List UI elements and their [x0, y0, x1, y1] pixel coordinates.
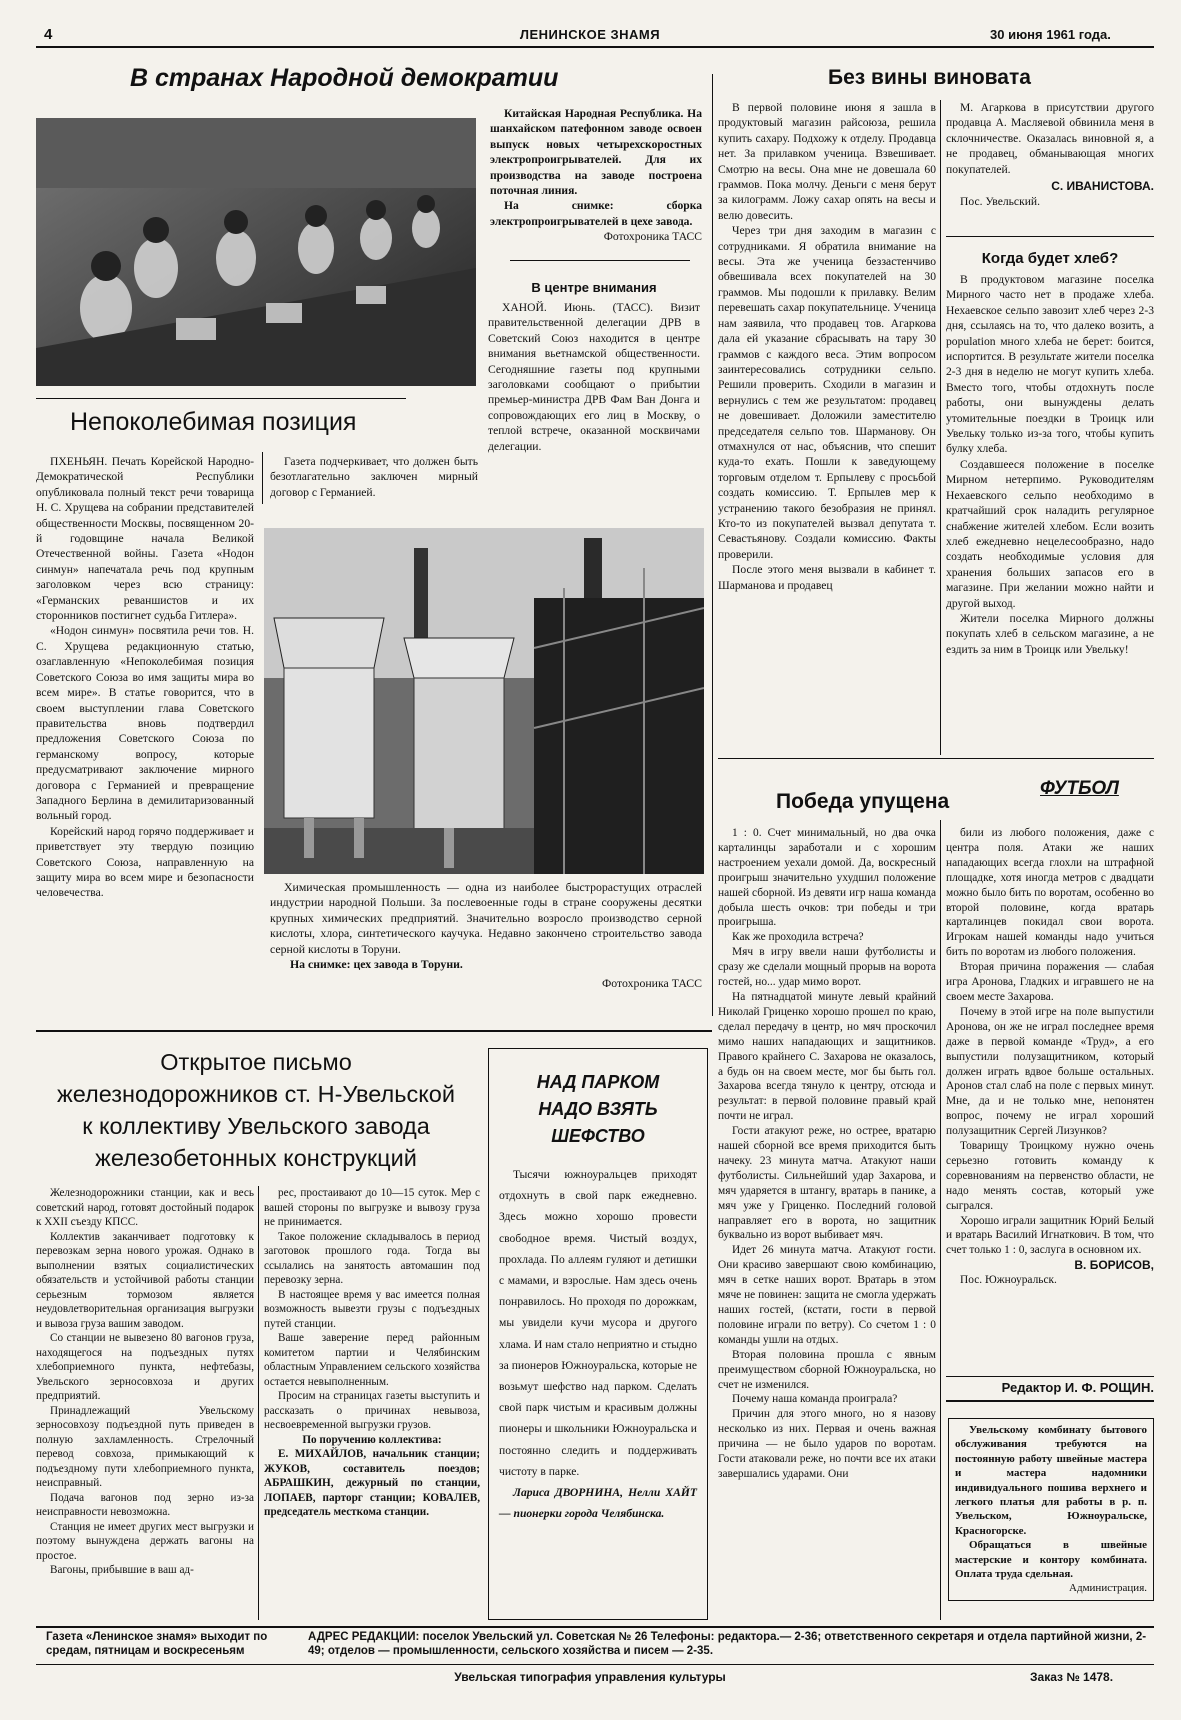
football-rubric: ФУТБОЛ	[1040, 778, 1119, 799]
guilty-signature: С. ИВАНИСТОВА.	[1051, 179, 1154, 194]
bread-para: Создавшееся положение в поселке Мирном нетерпимо. Руководителям Нехаевского сельпо необходимо в кратчайший срок наладить регулярное снабжение жителей хлебом. Если возить хлеб ежедневно нецелесообразно, надо создать необходимые условия для хранения больших запасов его в магазине. При желании можно найти и другой выход.	[946, 457, 1154, 610]
letter-para: Вагоны, прибывшие в ваш ад-	[50, 1564, 194, 1576]
separator	[946, 236, 1154, 237]
football-para: Хорошо играли защитник Юрий Белый и вратарь Василий Игнаткович. В том, что счет только 1 : 0, заслуга в основном их.	[946, 1214, 1154, 1257]
china-text: Китайская Народная Республика. На шанхайском патефонном заводе освоен выпуск новых четырехскоростных электропроигрывателей. Для их производства на заводе построена поточная линия.	[490, 107, 702, 198]
park-title-line: НАД ПАРКОМ	[536, 1072, 660, 1092]
bread-para: Жители поселка Мирного должны покупать хлеб в сельском магазине, а не ездить за ним в Троицк или Увельку!	[946, 611, 1154, 656]
letter-para: В настоящее время у вас имеется полная возможность вывезти грузы с подъездных путей станции.	[264, 1288, 480, 1330]
section-title: В странах Народной демократии	[130, 64, 559, 92]
position-para: «Нодон синмун» посвятила речи тов. Н. С. Хрущева редакционную статью, озаглавленную «Непоколебимая позиция Советского Союза во имя защиты мира во всем мире». В статье говорится, что в своем выступлении глава Советского правительства вновь подтвердил предложения Советского Союза по германскому вопросу, которые предусматривают заключение мирного договора с Германией и превращение Западного Берлина в демилитаризованный вольный город.	[36, 624, 254, 823]
football-para: Почему в этой игре на поле выпустили Аронова, он же не играл последнее время даже в первой команде «Труд», а его выпустили полузащитником, который должен играть вдвое больше остальных. Аронов стал слаб на поле с первых минут. Мне, да и не только мне, непонятен вопрос, почему не играл хороший полузащитник Сергей Лизунков?	[946, 1005, 1154, 1138]
football-para: Мяч в игру ввели наши футболисты и сразу же сделали мощный прорыв на ворота гостей, но... удар мимо ворот.	[718, 946, 936, 989]
bread-title: Когда будет хлеб?	[981, 250, 1119, 267]
football-place: Пос. Южноуральск.	[960, 1274, 1057, 1287]
park-para: Тысячи южноуральцев приходят отдохнуть в свой парк ежедневно. Здесь можно хорошо провести свободное время. Чистый воздух, прохлада. По аллеям гуляют и детишки с мамами, и взрослые. Нам здесь очень понравилось. Но проходя по дорожкам, мы увидели кучи мусора и другого хлама. И нам стало неприятно и стыдно за пионеров Южноуральска, которые не возьмут шефство над парком. Сделать свой парк чистым и красивым должны пионеры и школьники Южноуральска и постоянно следить и поддерживать чистоту в парке.	[499, 1168, 697, 1478]
position-col-2	[270, 454, 478, 500]
park-signature: Лариса ДВОРНИНА, Нелли ХАЙТ — пионерки города Челябинска.	[499, 1486, 697, 1521]
guilty-para: Через три дня заходим в магазин с сотрудниками. Я обратила внимание на весы. Эта же ученица беззастенчиво обвешивала всех покупателей на 30 граммов. Мы подошли к прилавку. Велим перевешать сахар покупательнице. Ученица нам заявила, что продавец тов. Агаркова дала ей указание сбрасывать на тару 30 граммов с каждого веса. Этим вопросом заинтересовались сотрудники сельпо. Решили проверить. Сходили в магазин и вернулись с тем же результатом: продавец не довешивает. Доложили заместителю председателя сельпо тов. Шарманову. Он отмахнулся от нас, объяснив, что спешит куда-то ехать. Пошли к заведующему торговым отделом т. Ерпылеву с просьбой создать комиссию. Т. Ерпылев мер к устранению такого безобразия не принял. Кто-то из покупателей вызвал депутата т. Севастьянову. Создали комиссию. Факты проверили.	[718, 224, 936, 561]
separator	[510, 260, 690, 261]
separator	[946, 1400, 1154, 1402]
column-rule	[940, 820, 941, 1620]
football-para: Причин для этого много, но я назову несколько из них. Первая и очень важная причина — не было ударов по воротам. Гости атаковали реже, но почти все их атаки завершались ударами. Они	[718, 1408, 936, 1480]
column-rule	[258, 1186, 259, 1620]
football-para: Вторая причина поражения — слабая игра Аронова, Гладких и игравшего не на своем месте Захарова.	[946, 961, 1154, 1003]
column-rule	[712, 74, 713, 1016]
park-body	[499, 1164, 697, 1524]
position-title: Непоколебимая позиция	[70, 408, 357, 436]
job-ad	[948, 1418, 1154, 1601]
position-para: ПХЕНЬЯН. Печать Корейской Народно-Демократической Республики опубликовала полный текст речи товарища Н. С. Хрущева на собрании представителей общественности Москвы, посвященном 20-й годовщине начала Великой Отечественной войны. Газета «Нодон синмун» напечатала речь под крупным заголовком через всю страницу: «Германских реваншистов и их сторонников постигнет судьба Гитлера».	[36, 455, 254, 623]
column-rule	[940, 100, 941, 755]
letter-title-line: железнодорожников ст. Н-Увельской	[56, 1081, 456, 1107]
letter-signers-label: По поручению коллектива:	[302, 1433, 442, 1446]
park-title	[489, 1069, 707, 1150]
china-photo-caption: На снимке: сборка электропроигрывателей в цехе завода.	[490, 199, 702, 228]
football-col-1	[718, 826, 936, 1482]
letter-title-line: Открытое письмо	[160, 1049, 352, 1075]
letter-para: рес, простаивают до 10—15 суток. Мер с вашей стороны по выгрузке и вывозу груза не принимается.	[264, 1187, 480, 1228]
football-signature: В. БОРИСОВ,	[1074, 1258, 1154, 1273]
chemical-plant-photo	[264, 528, 704, 874]
editor-line: Редактор И. Ф. РОЩИН.	[1001, 1380, 1154, 1395]
football-para: Идет 26 минута матча. Атакуют гости. Они красиво завершают свою комбинацию, мяч в сетке наших ворот. Вратарь в этом мяче не повинен: защита не смогла удержать наших гостей, (кстати, гости в первой половине играли по ветру). Со счетом 1 : 0 команды ушли на отдых.	[718, 1244, 937, 1346]
guilty-place: Пос. Увельский.	[960, 195, 1041, 209]
football-para: Товарищу Троицкому нужно очень серьезно готовить команду к соревнованиям на первенство области, не надо менять состав, который уже сыгрался.	[946, 1140, 1154, 1212]
letter-para: Железнодорожники станции, как и весь советский народ, готовят достойный подарок к XXII съезду КПСС.	[36, 1187, 254, 1228]
park-title-line: НАДО ВЗЯТЬ	[538, 1099, 658, 1119]
letter-col-2	[264, 1186, 480, 1520]
letter-col-1	[36, 1186, 254, 1578]
park-title-line: ШЕФСТВО	[551, 1126, 645, 1146]
letter-title	[36, 1046, 476, 1174]
attention-text: ХАНОЙ. Июнь. (ТАСС). Визит правительственной делегации ДРВ в Советский Союз находится в центре внимания вьетнамской общественности. Сегодняшние газеты под крупными заголовками сообщают о прибытии премьер-министра ДРВ Фам Ван Донга и сопровождающих его лиц в Москву, о теплой встрече, оказанной москвичами делегации.	[488, 301, 700, 453]
footer-schedule: Газета «Ленинское знамя» выходит по средам, пятницам и воскресеньям	[46, 1631, 268, 1657]
separator	[36, 398, 406, 399]
position-para: Корейский народ горячо поддерживает и приветствует эту твердую позицию Советского Союза, направленную на защиту мира во всем мире и безопасности человечества.	[36, 824, 254, 900]
letter-para: Ваше заверение перед районным комитетом партии и Челябинским областным Управлением сельского хозяйства остается невыполненным.	[264, 1332, 480, 1388]
attention-body	[488, 300, 700, 454]
plant-image	[264, 528, 704, 874]
football-para: 1 : 0. Счет минимальный, но два очка карталинцы заработали и с хорошим настроением уехали домой. Да, воскресный проигрыш значительно ухудшил положение нашей сборной. Из девяти игр наша команда добыла шесть очков: три победы и три проигрыша.	[718, 827, 936, 929]
letter-para: Такое положение складывалось в период заготовок прошлого года. Тогда вы ссылались на занятость автомашин под перевозку зерна.	[264, 1230, 480, 1286]
letter-title-line: к коллективу Увельского завода	[82, 1113, 430, 1139]
bread-body	[946, 272, 1154, 657]
newspaper-name: ЛЕНИНСКОЕ ЗНАМЯ	[519, 27, 661, 42]
ad-sign: Администрация.	[1069, 1582, 1147, 1595]
section-rule	[36, 1030, 712, 1032]
china-news	[490, 106, 702, 245]
guilty-title: Без вины виновата	[828, 66, 1031, 89]
chem-credit: Фотохроника ТАСС	[601, 976, 702, 991]
separator	[946, 1376, 1154, 1377]
footer-address: АДРЕС РЕДАКЦИИ: поселок Увельский ул. Советская № 26 Телефоны: редактора.— 2-36; ответственного секретаря и отдела партийной жизни, 2-49; отделов — промышленности, сельского хозяйства и писем — 2-35.	[308, 1631, 1147, 1657]
ad-text: Увельскому комбинату бытового обслуживания требуются на постоянную работу швейные мастера и мастера надомники индивидуального пошива верхнего и легкого платья для работы в р. п. Увельском, Южноуральске, Красногорске.	[955, 1424, 1147, 1537]
page-number: 4	[44, 26, 53, 43]
assembly-line-image	[36, 118, 476, 386]
football-para: Как же проходила встреча?	[732, 931, 864, 944]
guilty-para: М. Агаркова в присутствии другого продавца А. Масляевой обвинила меня в склочничестве. Оказалась виновной я, а не продавец, обманывающая многих покупателей.	[946, 101, 1154, 176]
letter-para: Коллектив заканчивает подготовку к перевозкам зерна нового урожая. Однако в выполнении взятых социалистических обязательств и устойчивой работы станции серьезным тормозом является неудовлетворительная организация выгрузки и вывоза груза вашим заводом.	[36, 1230, 254, 1330]
letter-signers: Е. МИХАЙЛОВ, начальник станции; ЖУКОВ, составитель поездов; АБРАШКИН, дежурный по станции, ЛОПАЕВ, парторг станции; КОВАЛЕВ, председатель месткома станции.	[264, 1448, 480, 1518]
footer-order: Заказ № 1478.	[1030, 1670, 1114, 1684]
position-para: Газета подчеркивает, что должен быть безотлагательно заключен мирный договор с Германией.	[270, 455, 478, 499]
factory-photo-china	[36, 118, 476, 386]
position-col-1	[36, 454, 254, 901]
bread-para: В продуктовом магазине поселка Мирного часто нет в продаже хлеба. Нехаевское сельпо завозит хлеб через 2-3 дня, ссылаясь на то, что далеко возить, а population много хлеба не берет: боится, испортится. В результате жители поселка 2-3 дня в неделю не могут купить хлеба. Вместо того, чтобы отдохнуть после работы, они вынуждены делать утомительные поездки в Троицк или Увельку только из-за того, чтобы купить булку хлеба.	[946, 273, 1154, 456]
footer-rule	[36, 1626, 1154, 1628]
football-para: Вторая половина прошла с явным преимуществом сборной Южноуральска, но счет не изменился.	[718, 1348, 936, 1391]
footer-printer: Увельская типография управления культуры	[454, 1670, 726, 1684]
letter-para: Принадлежащий Увельскому зерносовхозу подъездной путь приведен в полную захламленность. Стрелочный перевод совхоза, примыкающий к подъездному пути хлебоприемного пункта, неисправный.	[36, 1404, 254, 1489]
guilty-para: После этого меня вызвали в кабинет т. Шарманова и продавец	[718, 563, 936, 592]
football-para: Гости атакуют реже, но острее, вратарю нашей сборной все время приходится быть начеку. 23 минута матча. Атакуют наши футболисты. Сильнейший удар Захарова, и мяч ударяется в штангу, вратарь в панике, а мяч уже у Гриценко. Последний головой направляет его в ворота, но защитник буквально из ворот выбивает мяч.	[718, 1125, 936, 1242]
chem-caption-text: Химическая промышленность — одна из наиболее быстрорастущих отраслей индустрии народной Польши. За послевоенные годы в стране сооружены десятки крупных химических предприятий. Значительно возросло производство серной кислоты, хлора, синтетического каучука. Недавно закончено строительство завода серной кислоты в Торуни.	[270, 880, 702, 956]
china-credit: Фотохроника ТАСС	[603, 230, 702, 244]
letter-para: Просим на страницах газеты выступить и рассказать о причинах невывоза, несвоевременной выгрузки грузов.	[264, 1390, 480, 1431]
football-para: Почему наша команда проиграла?	[732, 1393, 898, 1406]
ad-text: Обращаться в швейные мастерские и контору комбината. Оплата труда сдельная.	[955, 1539, 1147, 1581]
football-para: На пятнадцатой минуте левый крайний Николай Гриценко хорошо прошел по краю, сделал передачу в центр, но мяч проскочил мимо наших нападающих и защитников. Правого крайнего С. Захарова не оказалось, а будь он на своем месте, мог бы быть гол. Захарова всегда тянуло к центру, отсюда и результат: в первой половине правый край почти не играл.	[718, 990, 936, 1123]
guilty-col-2	[946, 100, 1154, 210]
football-title: Победа упущена	[776, 790, 950, 813]
letter-para: Подача вагонов под зерно из-за неисправности невозможна.	[36, 1491, 254, 1518]
chem-photo-label: На снимке: цех завода в Торуни.	[290, 957, 463, 972]
separator	[718, 758, 1154, 759]
footer-rule	[36, 1664, 1154, 1665]
football-col-2	[946, 826, 1154, 1288]
attention-title: В центре внимания	[531, 280, 657, 295]
guilty-col-1	[718, 100, 936, 593]
masthead-rule	[36, 46, 1154, 48]
letter-title-line: железобетонных конструкций	[95, 1145, 417, 1171]
park-box	[488, 1048, 708, 1620]
letter-para: Станция не имеет других мест выгрузки и поэтому вынуждена держать вагоны на простое.	[36, 1520, 254, 1562]
column-rule	[262, 452, 263, 504]
football-para: били из любого положения, даже с центра поля. Атаки же наших нападающих всегда глохли на штрафной площадке, хотя иногда метров с двадцати можно было бить по воротам, особенно во второй половине, когда вратарь карталинцев покидал свои ворота. Игрокам нашей команды надо учиться бить по воротам из любого положения.	[946, 827, 1154, 959]
chem-caption	[270, 880, 702, 992]
letter-para: Со станции не вывезено 80 вагонов груза, находящегося на подъездных путях хлебоприемного пункта, нефтебазы, Увельского зерносовхоза и других предприятий.	[36, 1332, 254, 1402]
issue-date: 30 июня 1961 года.	[990, 27, 1111, 42]
guilty-para: В первой половине июня я зашла в продуктовый магазин райсоюза, решила купить сахару. Подхожу к отделу. Продавца нет. За прилавком ученица. Взвешивает. Смотрю на весы. Она мне не довешала 60 граммов. Пока молчу. Деньги с меня берут за килограмм. Ложу сахар опять на весы и велю довесить.	[718, 101, 936, 222]
